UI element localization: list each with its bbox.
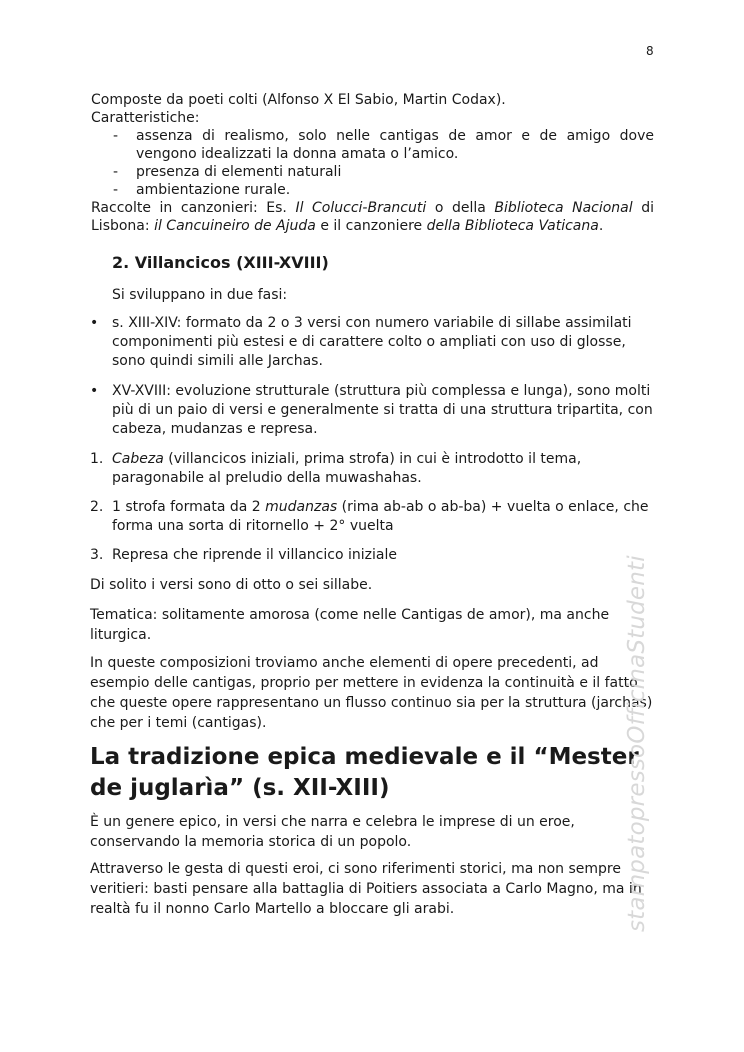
feature-item — [91, 127, 654, 163]
numbered-body: (villancicos iniziali, prima strofa) in cui è introdotto il tema, paragonabile al preludio della muwashahas. — [112, 451, 582, 486]
characteristics-label: Caratteristiche: — [91, 110, 200, 126]
section-intro: Si sviluppano in due fasi: — [112, 287, 288, 303]
numbered-text: Represa che riprende il villancico iniziale — [112, 547, 397, 563]
numbered-text — [112, 498, 654, 536]
numbered-text — [112, 450, 654, 488]
bullet-marker: • — [90, 315, 99, 331]
dash-marker: - — [113, 164, 119, 180]
bullet-item — [90, 382, 654, 439]
raccolte-text: di — [632, 200, 655, 216]
feature-text: assenza di realismo, solo nelle cantigas de amor e de amigo dove — [136, 128, 654, 144]
paragraph-composizioni: In queste composizioni troviamo anche elementi di opere precedenti, ad esempio delle cantigas, proprio per mettere in evidenza la continuità e il fatto che queste opere rappresentano un flusso continuo sia per la struttura (jarchas) che per i temi (cantigas). — [90, 655, 653, 731]
numbered-item — [90, 546, 654, 565]
numbered-body: 1 strofa formata da 2 — [112, 499, 266, 515]
feature-item — [91, 163, 654, 181]
raccolte-text: Lisbona: — [91, 218, 155, 234]
number-marker: 1. — [90, 451, 104, 467]
feature-text: presenza di elementi naturali — [136, 164, 342, 180]
feature-text: ambientazione rurale. — [136, 182, 291, 198]
number-marker: 2. — [90, 499, 104, 515]
intro-block — [91, 91, 654, 235]
numbered-item — [90, 498, 654, 536]
raccolte-text: o della — [426, 200, 495, 216]
bullet-text: s. XIII-XIV: formato da 2 o 3 versi con numero variabile di sillabe assimilati componimenti più estesi e di carattere colto o ampliati con uso di glosse, sono quindi simili alle Jarchas. — [112, 315, 632, 369]
section-heading-epica: La tradizione epica medievale e il “Mester de juglarìa” (s. XII-XIII) — [90, 744, 639, 801]
section-heading-villancicos: 2. Villancicos (XIII-XVIII) — [112, 253, 329, 272]
paragraph-gesta: Attraverso le gesta di questi eroi, ci sono riferimenti storici, ma non sempre veritieri: basti pensare alla battaglia di Poitiers associata a Carlo Magno, ma in realtà fu il nonno Carlo Martello a bloccare gli arabi. — [90, 861, 642, 917]
raccolte-text: Raccolte in canzonieri: Es. — [91, 200, 296, 216]
intro-line: Composte da poeti colti (Alfonso X El Sabio, Martin Codax). — [91, 92, 506, 108]
bullet-item — [90, 314, 654, 371]
raccolte-text: . — [598, 218, 604, 234]
paragraph-versi: Di solito i versi sono di otto o sei sillabe. — [90, 577, 373, 593]
feature-item — [91, 181, 654, 199]
feature-text-cont: vengono idealizzati la donna amata o l’amico. — [136, 146, 459, 162]
raccolte-italic: Il Colucci-Brancuti — [295, 200, 427, 216]
paragraph-tematica: Tematica: solitamente amorosa (come nelle Cantigas de amor), ma anche liturgica. — [90, 607, 610, 643]
term-italic: mudanzas — [265, 499, 338, 515]
numbered-item — [90, 450, 654, 488]
numbered-body: (rima ab-ab o ab-ba) + vuelta o enlace, che forma una sorta di ritornello + 2° vuelta — [112, 499, 649, 534]
raccolte-line-1 — [91, 199, 654, 217]
bullet-text: XV-XVIII: evoluzione strutturale (struttura più complessa e lunga), sono molti più di un paio di versi e generalmente si tratta di una struttura tripartita, con cabeza, mudanzas e represa. — [112, 383, 653, 437]
bullet-marker: • — [90, 383, 99, 399]
dash-marker: - — [113, 182, 119, 198]
raccolte-italic: Biblioteca Nacional — [494, 200, 633, 216]
watermark: stampatopressoOfficinaStudenti — [624, 555, 650, 932]
raccolte-italic: della Biblioteca Vaticana — [426, 218, 599, 234]
raccolte-text: e il canzoniere — [315, 218, 427, 234]
paragraph-genere-epico: È un genere epico, in versi che narra e celebra le imprese di un eroe, conservando la memoria storica di un popolo. — [90, 814, 575, 850]
dash-marker: - — [113, 128, 119, 144]
term-italic: Cabeza — [112, 451, 164, 467]
page-number: 8 — [646, 44, 654, 58]
number-marker: 3. — [90, 547, 104, 563]
raccolte-line-2 — [91, 217, 654, 235]
raccolte-italic: il Cancuineiro de Ajuda — [154, 218, 316, 234]
